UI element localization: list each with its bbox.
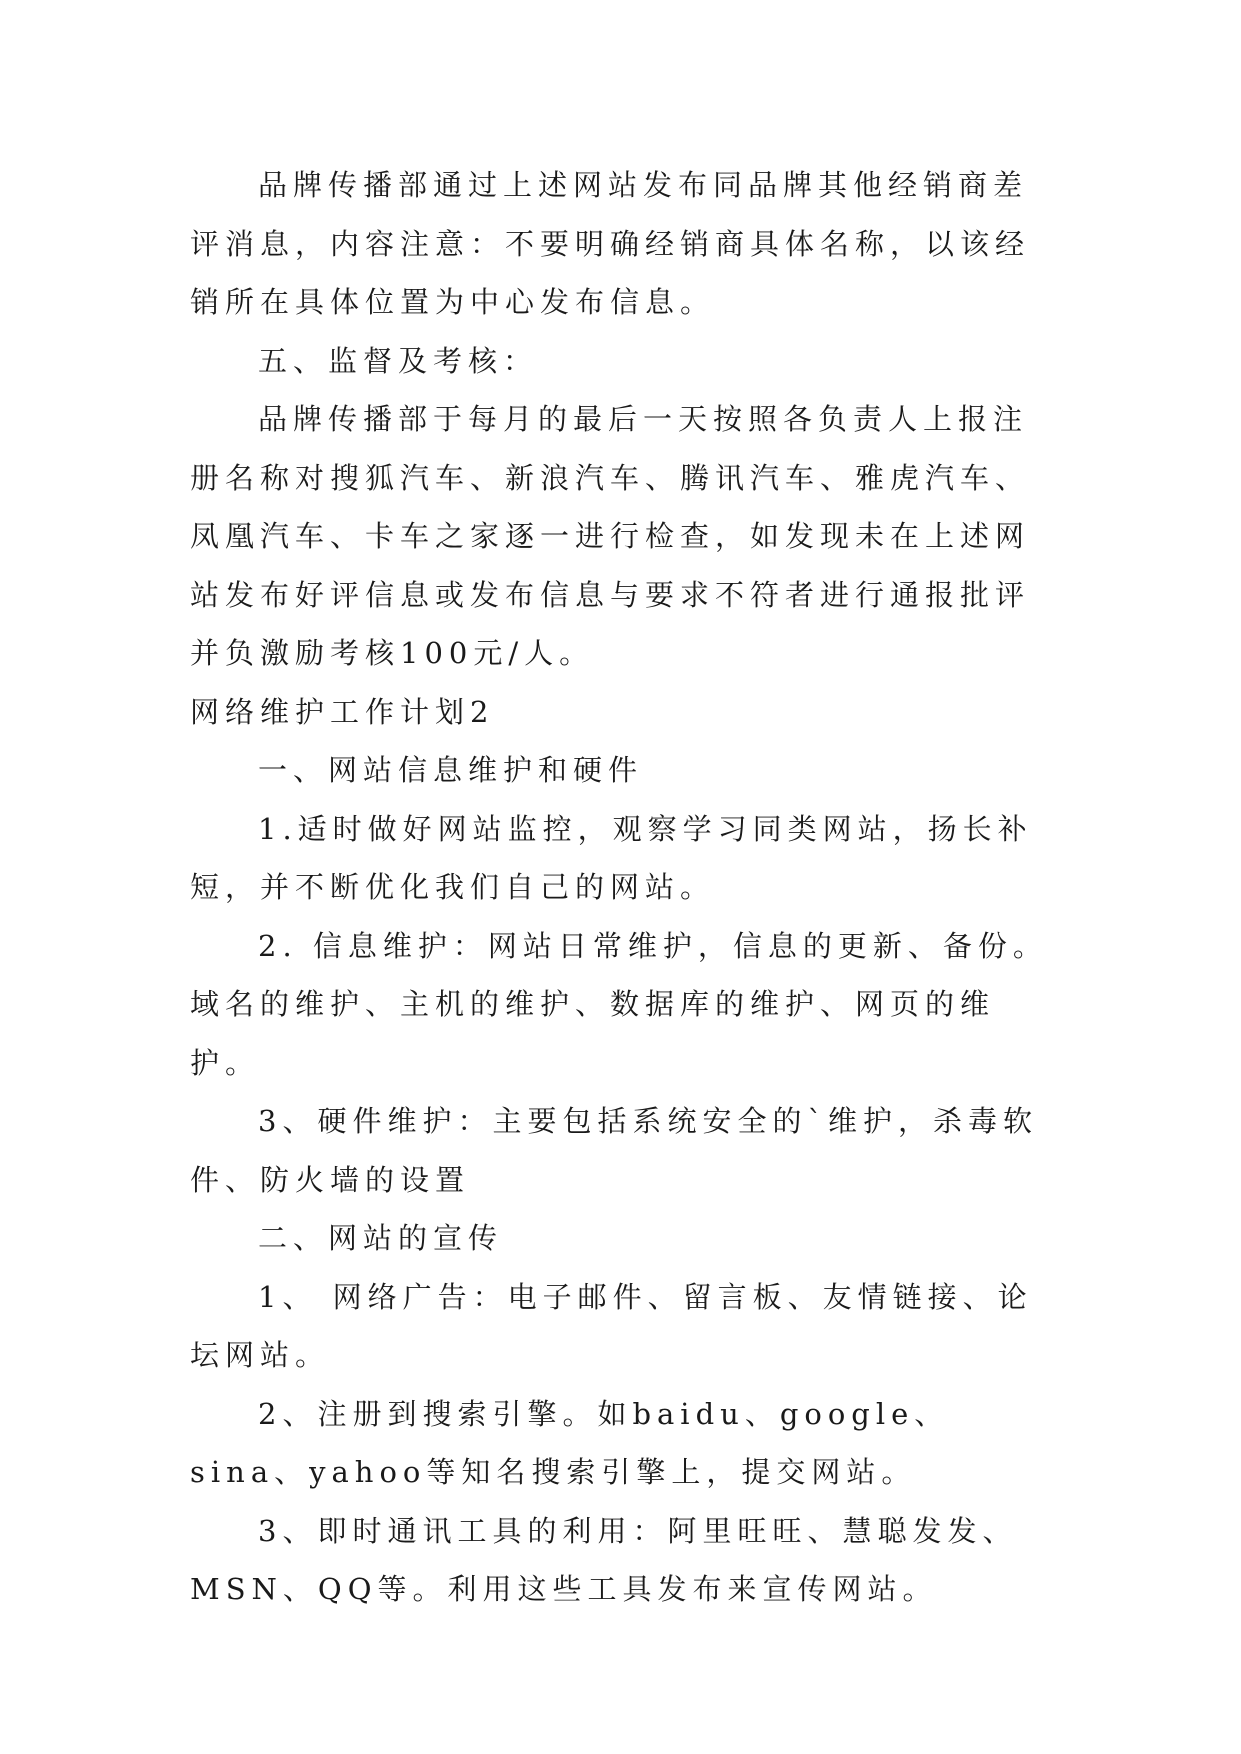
document-body xyxy=(190,156,1050,1619)
heading-supervision-assessment: 五、监督及考核： xyxy=(258,343,539,378)
paragraph-site-monitoring: 1.适时做好网站监控，观察学习同类网站，扬长补短，并不断优化我们自己的网站。 xyxy=(190,811,1033,904)
paragraph-negative-review-notice: 品牌传播部通过上述网站发布同品牌其他经销商差评消息，内容注意：不要明确经销商具体名称，以该经销所在具体位置为中心发布信息。 xyxy=(190,168,1031,319)
paragraph-search-engine: 2、注册到搜索引擎。如baidu、google、sina、yahoo等知名搜索引擎上，提交网站。 xyxy=(190,1396,950,1489)
paragraph-info-maintenance: 2. 信息维护：网站日常维护，信息的更新、备份。域名的维护、主机的维护、数据库的维护、网页的维护。 xyxy=(190,928,1048,1080)
paragraph-instant-messaging: 3、即时通讯工具的利用：阿里旺旺、慧聪发发、MSN、QQ等。利用这些工具发布来宣传网站。 xyxy=(190,1513,1018,1606)
paragraph-hardware-maintenance: 3、硬件维护：主要包括系统安全的`维护，杀毒软件、防火墙的设置 xyxy=(190,1104,1038,1197)
heading-site-promotion: 二、网站的宣传 xyxy=(258,1221,504,1255)
heading-site-info-hardware: 一、网站信息维护和硬件 xyxy=(258,753,644,787)
paragraph-monthly-check: 品牌传播部于每月的最后一天按照各负责人上报注册名称对搜狐汽车、新浪汽车、腾讯汽车、雅虎汽车、凤凰汽车、卡车之家逐一进行检查，如发现未在上述网站发布好评信息或发布信息与要求不符者进行通报批评并负激励考核100元/人。 xyxy=(190,402,1031,670)
paragraph-online-ads: 1、 网络广告：电子邮件、留言板、友情链接、论坛网站。 xyxy=(190,1279,1033,1372)
section-title-maintenance-plan-2: 网络维护工作计划2 xyxy=(190,694,495,729)
